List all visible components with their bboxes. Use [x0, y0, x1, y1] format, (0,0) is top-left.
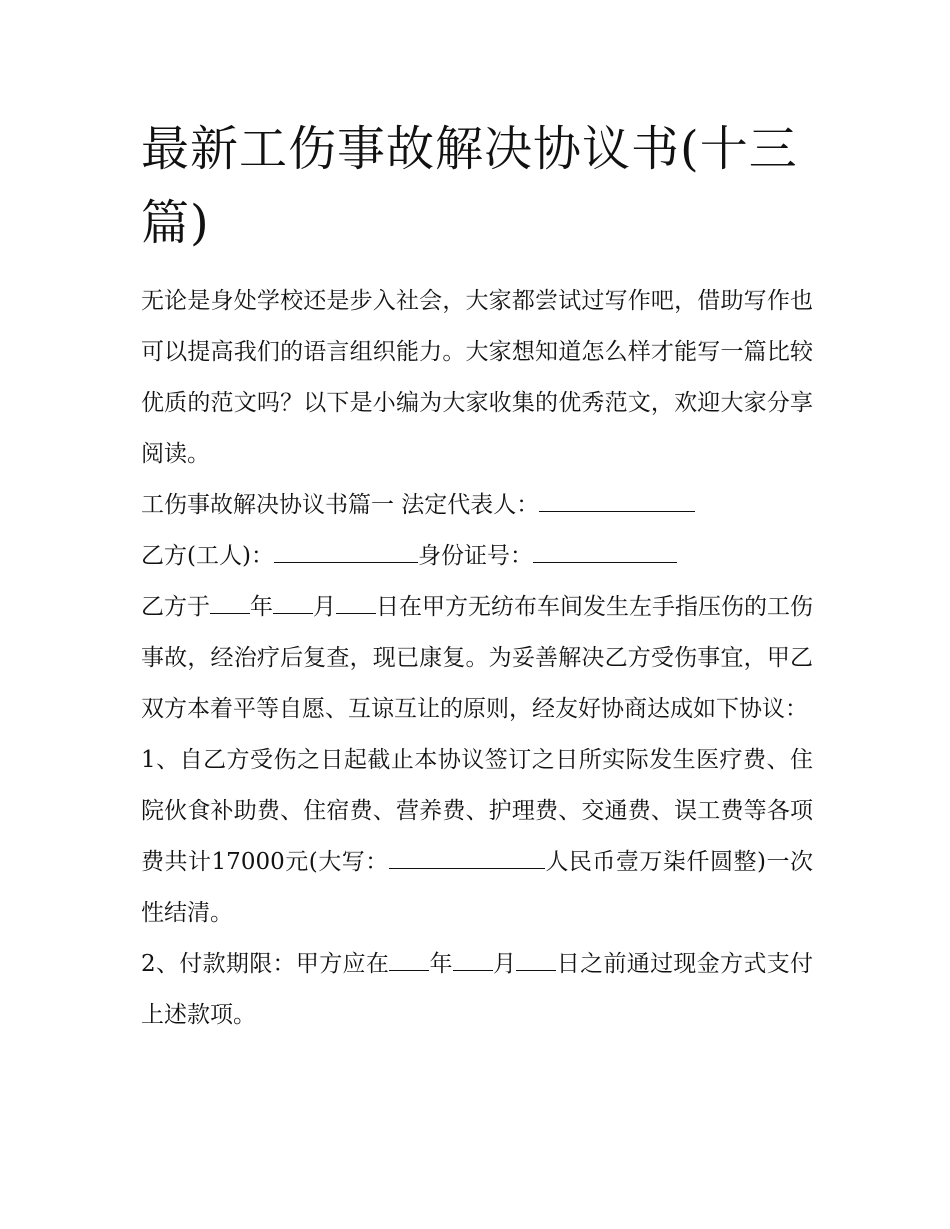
- accident-day-blank: [336, 591, 376, 614]
- clause-1-text: 1、自乙方受伤之日起截止本协议签订之日所实际发生医疗费、住院伙食补助费、住宿费、营养费、护理费、交通费、误工费等各项费共计17000元(大写：: [141, 747, 813, 875]
- clause-1-amount-text: 人民币壹万柒仟圆整)一次性结清。: [141, 849, 813, 926]
- amount-in-words-blank: [389, 846, 545, 869]
- document-page: [141, 112, 813, 1041]
- id-number-label: 身份证号：: [417, 543, 533, 569]
- legal-rep-blank: [539, 489, 695, 512]
- accident-year-label: 年: [250, 594, 273, 620]
- document-title: 最新工伤事故解决协议书(十三篇): [141, 121, 798, 251]
- payment-day-blank: [516, 948, 556, 971]
- party-a-label: 工伤事故解决协议书篇一 法定代表人：: [141, 492, 540, 518]
- accident-year-blank: [210, 591, 250, 614]
- intro-paragraph: 无论是身处学校还是步入社会，大家都尝试过写作吧，借助写作也可以提高我们的语言组织能力。大家想知道怎么样才能写一篇比较优质的范文吗？以下是小编为大家收集的优秀范文，欢迎大家分享阅读。: [141, 288, 813, 467]
- accident-rest: 日在甲方无纺布车间发生左手指压伤的工伤事故，经治疗后复查，现已康复。为妥善解决乙方受伤事宜，甲乙双方本着平等自愿、互谅互让的原则，经友好协商达成如下协议：: [141, 594, 813, 722]
- clause-2-prefix: 2、付款期限：甲方应在: [141, 951, 390, 977]
- worker-name-blank: [274, 540, 418, 563]
- id-number-blank: [533, 540, 677, 563]
- party-a-line: [141, 480, 813, 531]
- party-b-label: 乙方(工人)：: [141, 543, 274, 569]
- clause-2-rest: 日之前通过现金方式支付上述款项。: [141, 951, 814, 1028]
- payment-year-label: 年: [429, 951, 453, 977]
- accident-month-label: 月: [313, 594, 336, 620]
- payment-month-label: 月: [492, 951, 517, 977]
- accident-prefix: 乙方于: [141, 594, 210, 620]
- clause-1: [141, 735, 813, 939]
- payment-year-blank: [389, 948, 429, 971]
- accident-month-blank: [273, 591, 313, 614]
- accident-paragraph: [141, 582, 813, 735]
- payment-month-blank: [453, 948, 493, 971]
- party-b-line: [141, 531, 813, 582]
- clause-2: [141, 939, 813, 1041]
